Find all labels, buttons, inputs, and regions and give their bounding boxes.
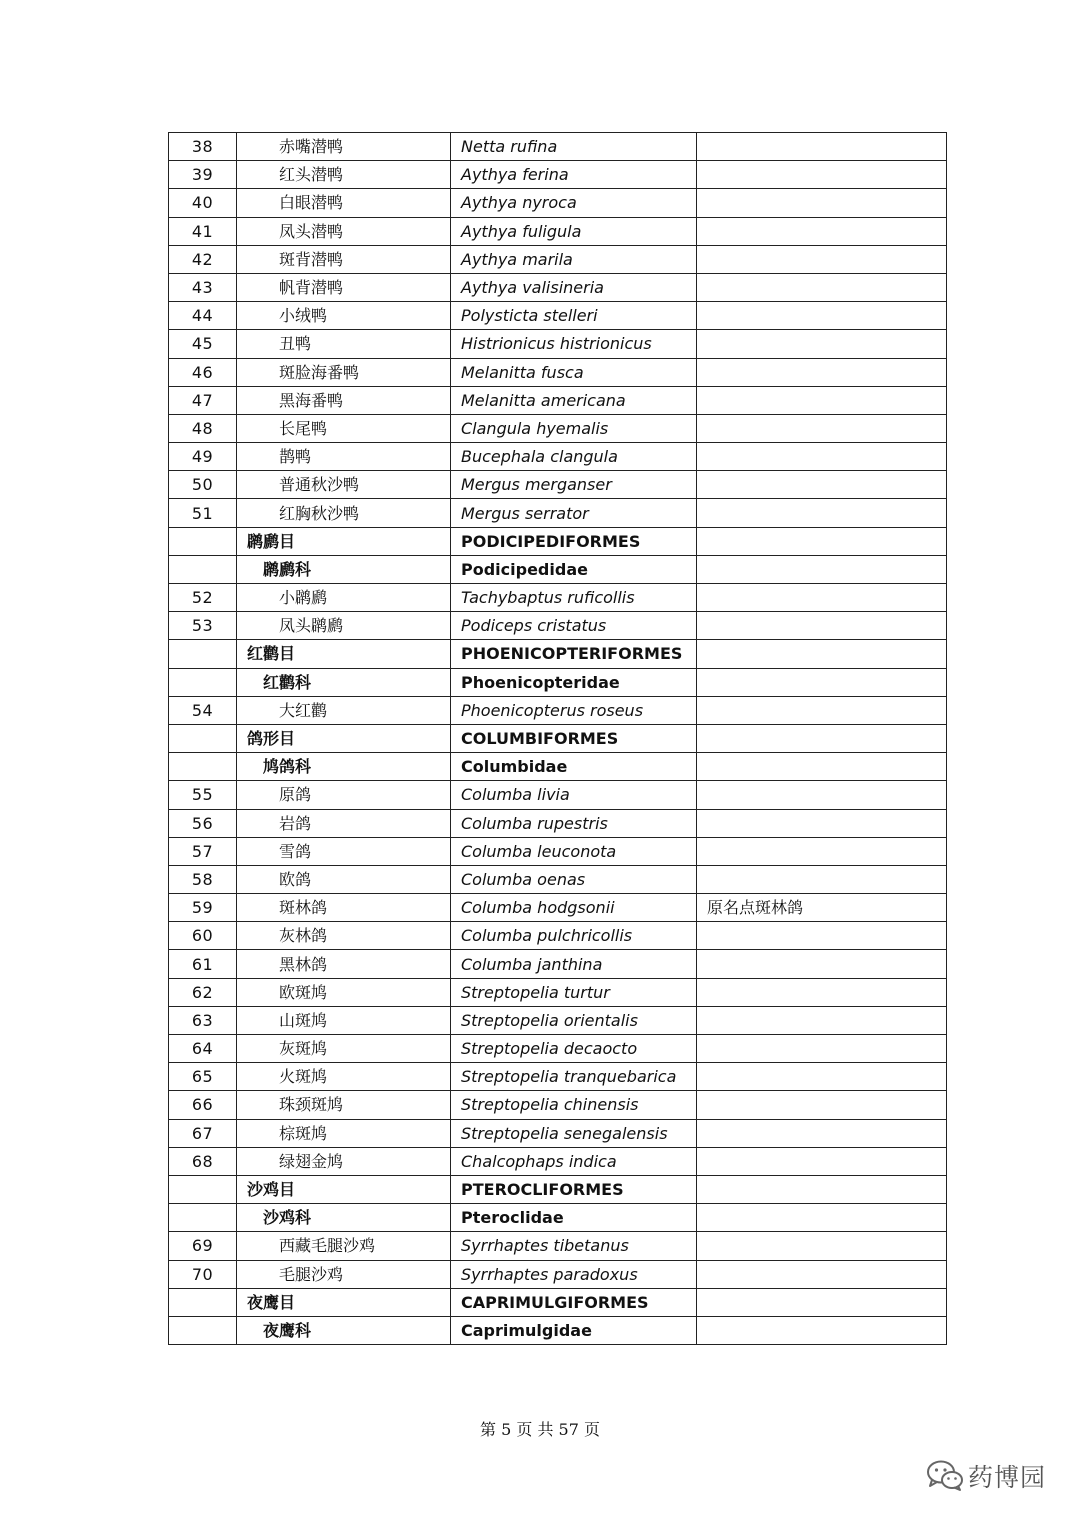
scientific-name-cell: Streptopelia orientalis — [451, 1006, 697, 1034]
row-number-cell: 42 — [169, 245, 237, 273]
chinese-name-cell: 斑背潜鸭 — [237, 245, 451, 273]
family-row — [169, 668, 947, 696]
remarks-cell — [697, 527, 947, 555]
remarks-cell — [697, 724, 947, 752]
remarks-cell — [697, 189, 947, 217]
remarks-cell — [697, 273, 947, 301]
chinese-name-cell: 红鹳科 — [237, 668, 451, 696]
scientific-name-cell: Aythya valisineria — [451, 273, 697, 301]
row-number-cell: 55 — [169, 781, 237, 809]
row-number-cell — [169, 753, 237, 781]
remarks-cell — [697, 555, 947, 583]
row-number-cell: 57 — [169, 837, 237, 865]
remarks-cell — [697, 1119, 947, 1147]
chinese-name-cell: 红头潜鸭 — [237, 161, 451, 189]
scientific-name-cell: Columba livia — [451, 781, 697, 809]
scientific-name-cell: Columba janthina — [451, 950, 697, 978]
chinese-name-cell: 䴙䴘科 — [237, 555, 451, 583]
row-number-cell: 44 — [169, 302, 237, 330]
scientific-name-cell: Melanitta americana — [451, 386, 697, 414]
scientific-name-cell: Streptopelia decaocto — [451, 1035, 697, 1063]
species-row — [169, 1006, 947, 1034]
chinese-name-cell: 白眼潜鸭 — [237, 189, 451, 217]
species-row — [169, 809, 947, 837]
chinese-name-cell: 斑脸海番鸭 — [237, 358, 451, 386]
remarks-cell — [697, 837, 947, 865]
remarks-cell — [697, 330, 947, 358]
remarks-cell — [697, 640, 947, 668]
chinese-name-cell: 小绒鸭 — [237, 302, 451, 330]
row-number-cell: 62 — [169, 978, 237, 1006]
row-number-cell — [169, 1204, 237, 1232]
scientific-name-cell: Caprimulgidae — [451, 1316, 697, 1344]
family-row — [169, 1316, 947, 1344]
chinese-name-cell: 大红鹳 — [237, 696, 451, 724]
species-table — [168, 132, 947, 1345]
species-row — [169, 302, 947, 330]
scientific-name-cell: Columba hodgsonii — [451, 894, 697, 922]
family-row — [169, 1204, 947, 1232]
chinese-name-cell: 夜鹰目 — [237, 1288, 451, 1316]
row-number-cell: 59 — [169, 894, 237, 922]
species-row — [169, 471, 947, 499]
remarks-cell — [697, 302, 947, 330]
scientific-name-cell: Columba leuconota — [451, 837, 697, 865]
order-row — [169, 1288, 947, 1316]
remarks-cell — [697, 245, 947, 273]
chinese-name-cell: 斑林鸽 — [237, 894, 451, 922]
remarks-cell — [697, 471, 947, 499]
species-row — [169, 133, 947, 161]
chinese-name-cell: 凤头潜鸭 — [237, 217, 451, 245]
chinese-name-cell: 鹊鸭 — [237, 443, 451, 471]
remarks-cell — [697, 865, 947, 893]
scientific-name-cell: Histrionicus histrionicus — [451, 330, 697, 358]
scientific-name-cell: Aythya fuligula — [451, 217, 697, 245]
remarks-cell — [697, 950, 947, 978]
species-row — [169, 443, 947, 471]
row-number-cell: 41 — [169, 217, 237, 245]
scientific-name-cell: Columbidae — [451, 753, 697, 781]
species-row — [169, 386, 947, 414]
order-row — [169, 724, 947, 752]
chinese-name-cell: 绿翅金鸠 — [237, 1147, 451, 1175]
chinese-name-cell: 火斑鸠 — [237, 1063, 451, 1091]
species-row — [169, 1035, 947, 1063]
scientific-name-cell: Mergus serrator — [451, 499, 697, 527]
species-row — [169, 1147, 947, 1175]
scientific-name-cell: CAPRIMULGIFORMES — [451, 1288, 697, 1316]
remarks-cell — [697, 133, 947, 161]
remarks-cell — [697, 978, 947, 1006]
remarks-cell — [697, 1147, 947, 1175]
family-row — [169, 753, 947, 781]
remarks-cell — [697, 161, 947, 189]
chinese-name-cell: 黑林鸽 — [237, 950, 451, 978]
chinese-name-cell: 灰林鸽 — [237, 922, 451, 950]
remarks-cell — [697, 809, 947, 837]
species-row — [169, 781, 947, 809]
order-row — [169, 640, 947, 668]
species-row — [169, 358, 947, 386]
scientific-name-cell: Streptopelia senegalensis — [451, 1119, 697, 1147]
row-number-cell: 48 — [169, 414, 237, 442]
remarks-cell — [697, 1288, 947, 1316]
row-number-cell: 63 — [169, 1006, 237, 1034]
scientific-name-cell: COLUMBIFORMES — [451, 724, 697, 752]
species-row — [169, 612, 947, 640]
remarks-cell — [697, 1260, 947, 1288]
row-number-cell: 58 — [169, 865, 237, 893]
scientific-name-cell: Streptopelia chinensis — [451, 1091, 697, 1119]
scientific-name-cell: PHOENICOPTERIFORMES — [451, 640, 697, 668]
remarks-cell — [697, 1316, 947, 1344]
chinese-name-cell: 毛腿沙鸡 — [237, 1260, 451, 1288]
remarks-cell — [697, 358, 947, 386]
row-number-cell — [169, 724, 237, 752]
chinese-name-cell: 原鸽 — [237, 781, 451, 809]
remarks-cell — [697, 1232, 947, 1260]
remarks-cell — [697, 443, 947, 471]
species-row — [169, 1119, 947, 1147]
row-number-cell: 43 — [169, 273, 237, 301]
row-number-cell: 61 — [169, 950, 237, 978]
scientific-name-cell: Aythya ferina — [451, 161, 697, 189]
chinese-name-cell: 鸽形目 — [237, 724, 451, 752]
watermark-text: 药博园 — [968, 1463, 1047, 1492]
row-number-cell — [169, 668, 237, 696]
chinese-name-cell: 赤嘴潜鸭 — [237, 133, 451, 161]
row-number-cell: 68 — [169, 1147, 237, 1175]
species-row — [169, 1091, 947, 1119]
order-row — [169, 527, 947, 555]
row-number-cell: 67 — [169, 1119, 237, 1147]
chinese-name-cell: 沙鸡科 — [237, 1204, 451, 1232]
scientific-name-cell: Bucephala clangula — [451, 443, 697, 471]
row-number-cell: 49 — [169, 443, 237, 471]
row-number-cell — [169, 1175, 237, 1203]
remarks-cell — [697, 1063, 947, 1091]
species-row — [169, 894, 947, 922]
row-number-cell: 45 — [169, 330, 237, 358]
row-number-cell — [169, 527, 237, 555]
scientific-name-cell: Clangula hyemalis — [451, 414, 697, 442]
row-number-cell: 56 — [169, 809, 237, 837]
chinese-name-cell: 灰斑鸠 — [237, 1035, 451, 1063]
row-number-cell: 60 — [169, 922, 237, 950]
scientific-name-cell: Tachybaptus ruficollis — [451, 584, 697, 612]
scientific-name-cell: Streptopelia turtur — [451, 978, 697, 1006]
remarks-cell — [697, 1091, 947, 1119]
chinese-name-cell: 帆背潜鸭 — [237, 273, 451, 301]
row-number-cell: 64 — [169, 1035, 237, 1063]
scientific-name-cell: Melanitta fusca — [451, 358, 697, 386]
scientific-name-cell: Podicipedidae — [451, 555, 697, 583]
scientific-name-cell: Netta rufina — [451, 133, 697, 161]
row-number-cell: 40 — [169, 189, 237, 217]
species-row — [169, 273, 947, 301]
remarks-cell — [697, 499, 947, 527]
species-row — [169, 161, 947, 189]
chinese-name-cell: 长尾鸭 — [237, 414, 451, 442]
table-body — [169, 133, 947, 1345]
scientific-name-cell: Columba rupestris — [451, 809, 697, 837]
row-number-cell: 46 — [169, 358, 237, 386]
chinese-name-cell: 红胸秋沙鸭 — [237, 499, 451, 527]
scientific-name-cell: PODICIPEDIFORMES — [451, 527, 697, 555]
remarks-cell — [697, 1035, 947, 1063]
row-number-cell — [169, 640, 237, 668]
remarks-cell — [697, 1204, 947, 1232]
species-row — [169, 1232, 947, 1260]
remarks-cell — [697, 612, 947, 640]
row-number-cell: 69 — [169, 1232, 237, 1260]
remarks-cell — [697, 1175, 947, 1203]
scientific-name-cell: Chalcophaps indica — [451, 1147, 697, 1175]
chinese-name-cell: 凤头䴙䴘 — [237, 612, 451, 640]
remarks-cell — [697, 781, 947, 809]
row-number-cell: 65 — [169, 1063, 237, 1091]
chinese-name-cell: 欧鸽 — [237, 865, 451, 893]
species-row — [169, 978, 947, 1006]
row-number-cell: 54 — [169, 696, 237, 724]
species-row — [169, 499, 947, 527]
chinese-name-cell: 小䴙䴘 — [237, 584, 451, 612]
row-number-cell — [169, 555, 237, 583]
species-row — [169, 1260, 947, 1288]
family-row — [169, 555, 947, 583]
species-row — [169, 1063, 947, 1091]
chinese-name-cell: 西藏毛腿沙鸡 — [237, 1232, 451, 1260]
remarks-cell — [697, 217, 947, 245]
row-number-cell: 50 — [169, 471, 237, 499]
chinese-name-cell: 䴙䴘目 — [237, 527, 451, 555]
scientific-name-cell: Aythya marila — [451, 245, 697, 273]
row-number-cell — [169, 1288, 237, 1316]
remarks-cell — [697, 414, 947, 442]
scientific-name-cell: Syrrhaptes tibetanus — [451, 1232, 697, 1260]
remarks-cell — [697, 584, 947, 612]
remarks-cell — [697, 696, 947, 724]
species-row — [169, 414, 947, 442]
scientific-name-cell: PTEROCLIFORMES — [451, 1175, 697, 1203]
remarks-cell — [697, 386, 947, 414]
species-row — [169, 330, 947, 358]
scientific-name-cell: Mergus merganser — [451, 471, 697, 499]
scientific-name-cell: Streptopelia tranquebarica — [451, 1063, 697, 1091]
row-number-cell: 51 — [169, 499, 237, 527]
chinese-name-cell: 夜鹰科 — [237, 1316, 451, 1344]
scientific-name-cell: Phoenicopteridae — [451, 668, 697, 696]
species-row — [169, 217, 947, 245]
remarks-cell — [697, 753, 947, 781]
row-number-cell: 66 — [169, 1091, 237, 1119]
row-number-cell — [169, 1316, 237, 1344]
scientific-name-cell: Pteroclidae — [451, 1204, 697, 1232]
chinese-name-cell: 鸠鸽科 — [237, 753, 451, 781]
species-row — [169, 865, 947, 893]
page-number-footer: 第 5 页 共 57 页 — [480, 1420, 600, 1439]
species-row — [169, 696, 947, 724]
chinese-name-cell: 沙鸡目 — [237, 1175, 451, 1203]
row-number-cell: 70 — [169, 1260, 237, 1288]
scientific-name-cell: Podiceps cristatus — [451, 612, 697, 640]
chinese-name-cell: 红鹳目 — [237, 640, 451, 668]
row-number-cell: 39 — [169, 161, 237, 189]
remarks-cell — [697, 668, 947, 696]
scientific-name-cell: Columba pulchricollis — [451, 922, 697, 950]
chinese-name-cell: 棕斑鸠 — [237, 1119, 451, 1147]
chinese-name-cell: 珠颈斑鸠 — [237, 1091, 451, 1119]
row-number-cell: 52 — [169, 584, 237, 612]
chinese-name-cell: 雪鸽 — [237, 837, 451, 865]
species-row — [169, 245, 947, 273]
scientific-name-cell: Aythya nyroca — [451, 189, 697, 217]
remarks-cell — [697, 1006, 947, 1034]
row-number-cell: 53 — [169, 612, 237, 640]
scientific-name-cell: Polysticta stelleri — [451, 302, 697, 330]
chinese-name-cell: 欧斑鸠 — [237, 978, 451, 1006]
chinese-name-cell: 丑鸭 — [237, 330, 451, 358]
chinese-name-cell: 山斑鸠 — [237, 1006, 451, 1034]
scientific-name-cell: Phoenicopterus roseus — [451, 696, 697, 724]
watermark — [926, 1458, 1046, 1494]
wechat-icon — [926, 1459, 964, 1493]
chinese-name-cell: 岩鸽 — [237, 809, 451, 837]
species-row — [169, 922, 947, 950]
remarks-cell: 原名点斑林鸽 — [697, 894, 947, 922]
species-row — [169, 950, 947, 978]
chinese-name-cell: 黑海番鸭 — [237, 386, 451, 414]
row-number-cell: 47 — [169, 386, 237, 414]
row-number-cell: 38 — [169, 133, 237, 161]
remarks-cell — [697, 922, 947, 950]
scientific-name-cell: Columba oenas — [451, 865, 697, 893]
scientific-name-cell: Syrrhaptes paradoxus — [451, 1260, 697, 1288]
order-row — [169, 1175, 947, 1203]
chinese-name-cell: 普通秋沙鸭 — [237, 471, 451, 499]
species-row — [169, 584, 947, 612]
species-row — [169, 837, 947, 865]
species-row — [169, 189, 947, 217]
